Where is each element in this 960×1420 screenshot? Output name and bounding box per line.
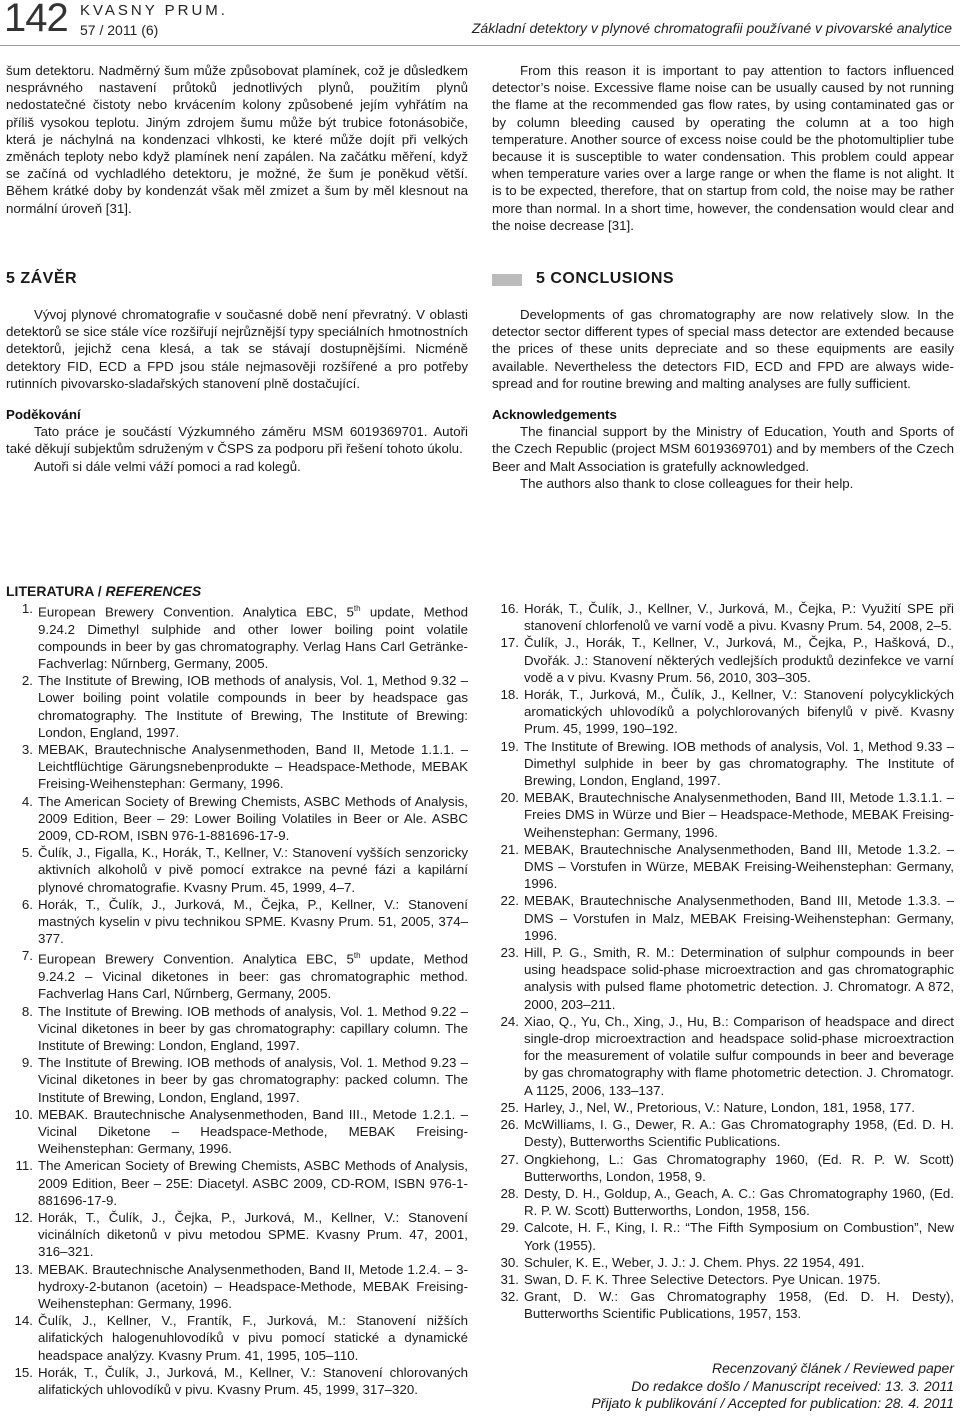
reference-text: Čulík, J., Figalla, K., Horák, T., Kellner, V.: Stanovení vyšších senzoricky aktivních alkoholů v pivě pomocí extrakce na pevné fázi a kapilární plynové chromatografie. Kvasny Prum. 45, 1999, 4–7.	[38, 845, 468, 895]
reference-text: MEBAK. Brautechnische Analysenmethoden, Band II, Metode 1.2.4. – 3-hydroxy-2-butanon (acetoin) – Headspace-Methode, MEBAK Freising-Weihenstephan: Germany, 1996.	[38, 1261, 468, 1311]
reference-number: 20.	[500, 790, 519, 806]
body-text-en	[492, 62, 954, 234]
reference-text: Harley, J., Nel, W., Pretorious, V.: Nature, London, 181, 1958, 177.	[524, 1099, 915, 1115]
page-number: 142	[4, 0, 68, 40]
reference-item	[6, 1312, 468, 1364]
reference-text: The Institute of Brewing, IOB methods of analysis, Vol. 1, Method 9.32 – Lower boiling point volatile compounds in beer by headspace gas chromatography. The Institute of Brewing, The Institute of Brewing: London, England, 1997.	[38, 673, 468, 740]
reference-text: Čulík, J., Kellner, V., Frantík, F., Jurková, M.: Stanovení nižších alifatických halogenuhlovodíků v pivu pomocí statické a dynamické headspace analýzy. Kvasny Prum. 41, 1995, 105–110.	[38, 1313, 468, 1363]
reference-number: 28.	[500, 1185, 519, 1201]
reference-text: Calcote, H. F., King, I. R.: “The Fifth Symposium on Combustion”, New York (1955).	[524, 1220, 954, 1253]
reference-text: The Institute of Brewing. IOB methods of analysis, Vol. 1. Method 9.22 – Vicinal diketones in beer by gas chromatography: capillary column. The Institute of Brewing: London, England, 1997.	[38, 1003, 468, 1053]
acknowledgement-heading-en: Acknowledgements	[492, 407, 617, 423]
reference-item	[6, 896, 468, 948]
reference-number: 24.	[500, 1013, 519, 1029]
reference-number: 25.	[500, 1099, 519, 1115]
reference-text: Desty, D. H., Goldup, A., Geach, A. C.: Gas Chromatography 1960, (Ed. R. P. W. Scott) Butterworths, London, 1958, 156.	[524, 1185, 954, 1219]
reference-number: 31.	[500, 1271, 519, 1287]
body-text-cz	[6, 62, 468, 217]
reference-number: 10.	[14, 1106, 33, 1122]
reference-text: The Institute of Brewing. IOB methods of analysis, Vol. 1, Method 9.33 – Dimethyl sulphide in beer by gas chromatography. The Institute of Brewing, London, England, 1997.	[524, 738, 954, 789]
reference-number: 29.	[500, 1220, 519, 1236]
reference-item	[6, 1003, 468, 1055]
reference-item	[6, 1209, 468, 1261]
reference-item	[6, 1106, 468, 1158]
reference-item	[6, 947, 468, 1002]
reference-text: European Brewery Convention. Analytica EBC, 5th update, Method 9.24.2 – Vicinal diketones in beer: gas chromatographic method. Fachverlag Hans Carl, Nűrnberg, Germany, 2005.	[38, 951, 469, 1002]
reference-item	[492, 789, 954, 841]
reference-item	[6, 741, 468, 793]
reference-text: MEBAK, Brautechnische Analysenmethoden, Band II, Metode 1.1.1. – Leichtflüchtige Gärungsnebenprodukte – Headspace-Methode, MEBAK Freising-Weihenstephan: Germany, 1996.	[38, 742, 468, 792]
paragraph-noise-cz: šum detektoru. Nadměrný šum může způsobovat plamínek, což je důsledkem nesprávného nastavení průtoků jednotlivých plynů, použitím plynů nedostatečné čistoty nebo krvácením kolony způsobené jejím vyhřátím na příliš vysokou teplotu. Jiným zdrojem šumu může být trubice fotonásobiče, která je náchylná na kondenzaci vlhkosti, ke které může dojít při velkých změnách teploty nebo když plamínek není zapálen. Na začátku měření, když se začíná od vychladlého detektoru, je možné, že šum je poněkud větší. Během krátké doby by kondenzát však měl zmizet a šum by měl klesnout na normální úroveň [31].	[6, 63, 468, 216]
reference-item	[492, 1185, 954, 1219]
reference-text: Swan, D. F. K. Three Selective Detectors. Pye Unican. 1975.	[524, 1271, 881, 1287]
reference-item	[492, 634, 954, 686]
reference-number: 8.	[21, 1003, 33, 1019]
acknowledgement-paragraph-en-2: The authors also thank to close colleagues for their help.	[520, 475, 854, 491]
reference-item	[492, 1151, 954, 1185]
reference-number: 22.	[500, 893, 519, 909]
reference-number: 11.	[15, 1158, 33, 1174]
references-heading-en: REFERENCES	[105, 583, 202, 599]
reference-item	[492, 600, 954, 634]
reference-number: 3.	[21, 742, 33, 758]
received-date: Do redakce došlo / Manuscript received: 13. 3. 2011	[631, 1377, 954, 1394]
reference-text: Schuler, K. E., Weber, J. J.: J. Chem. Phys. 22 1954, 491.	[524, 1254, 865, 1270]
reference-number: 16.	[500, 601, 519, 616]
section-heading-en: 5 CONCLUSIONS	[536, 270, 675, 287]
page-header	[0, 0, 960, 44]
reference-text: Grant, D. W.: Gas Chromatography 1958, (Ed. D. H. Desty), Butterworths Scientific Publications, 1957, 153.	[524, 1289, 954, 1322]
reference-text: McWilliams, I. G., Dewer, R. A.: Gas Chromatography 1958, (Ed. D. H. Desty), Butterworths Scientific Publications.	[524, 1117, 954, 1150]
reference-item	[6, 793, 468, 845]
reference-item	[492, 1219, 954, 1253]
review-footer	[591, 1360, 954, 1413]
reference-number: 5.	[21, 845, 33, 861]
reviewed-note: Recenzovaný článek / Reviewed paper	[711, 1360, 954, 1376]
header-rule	[0, 45, 960, 46]
reference-text: Horák, T., Čulík, J., Čejka, P., Jurková, M., Kellner, V.: Stanovení vicinálních diketonů v pivu metodou SPME. Kvasny Prum. 47, 2001, 316–321.	[38, 1209, 468, 1260]
references-list-left	[6, 600, 468, 1398]
reference-item	[492, 1099, 954, 1116]
reference-number: 17.	[500, 635, 519, 651]
reference-text: MEBAK, Brautechnische Analysenmethoden, Band III, Metode 1.3.1.1. – Freies DMS in Würze und Bier – Headspace-Methode, MEBAK Freising-Weihenstephan: Germany, 1996.	[524, 790, 954, 840]
reference-text: MEBAK, Brautechnische Analysenmethoden, Band III, Metode 1.3.2. – DMS – Vorstufen in Würze, MEBAK Freising-Weihenstephan: Germany, 1996.	[524, 841, 954, 892]
reference-number: 14.	[14, 1313, 33, 1329]
reference-text: MEBAK, Brautechnische Analysenmethoden, Band III, Metode 1.3.3. – DMS – Vorstufen in Malz, MEBAK Freising-Weihenstephan: Germany, 1996.	[524, 893, 954, 943]
reference-number: 9.	[21, 1055, 33, 1071]
reference-number: 12.	[14, 1209, 33, 1225]
reference-text: The American Society of Brewing Chemists, ASBC Methods of Analysis, 2009 Edition, Beer – 29: Lower Boiling Volatiles in Beer or Ale. ASBC 2009, CD-ROM, ISBN 976-1-881696-17-9.	[38, 793, 468, 844]
reference-text: The American Society of Brewing Chemists, ASBC Methods of Analysis, 2009 Edition, Beer – 25E: Diacetyl. ASBC 2009, CD-ROM, ISBN 976-1-881696-17-9.	[38, 1158, 468, 1208]
reference-number: 21.	[500, 841, 519, 857]
reference-item	[492, 1013, 954, 1099]
acknowledgement-heading-cz: Poděkování	[6, 407, 81, 423]
reference-number: 4.	[21, 793, 33, 809]
reference-number: 13.	[14, 1261, 33, 1277]
reference-number: 32.	[500, 1289, 519, 1305]
reference-number: 23.	[500, 945, 519, 961]
reference-text: Horák, T., Čulík, J., Kellner, V., Jurková, M., Čejka, P.: Využití SPE při stanovení chlorfenolů ve varní vodě a pivu. Kvasny Prum. 54, 2008, 2–5.	[524, 601, 954, 634]
paragraph-noise-en: From this reason it is important to pay attention to factors influenced detector’s noise. Excessive flame noise can be usually caused by not running the flame at the recommended gas flow rates, by using contaminated gas or by column bleeding caused by operating the column at a too high temperature. Another source of excess noise could be the photomultiplier tube because it is susceptible to water condensation. This problem could appear when temperature varies over a large range or when the flame is not alight. It is to be expected, therefore, that on startup from cold, the noise may be rather more than normal. In a short time, however, the condensation would clear and the noise decrease [31].	[492, 63, 954, 233]
section-marker	[492, 274, 522, 286]
conclusion-paragraph-cz: Vývoj plynové chromatografie v současné době není převratný. V oblasti detektorů se sice stále více rozšiřují nejrůznější typy speciálních hmotnostních detektorů, jejichž cena klesá, a tak se stávají dostupnějšími. Nicméně detektory FID, ECD a FPD jsou stále nejmasověji rozšířené a pro potřeby rutinních pivovarsko-sladařských stanovení plně dostačující.	[6, 307, 468, 391]
reference-item	[492, 1116, 954, 1150]
reference-number: 27.	[500, 1151, 519, 1167]
reference-text: The Institute of Brewing. IOB methods of analysis, Vol. 1. Method 9.23 – Vicinal diketones in beer by gas chromatography: packed column. The Institute of Brewing, London, England, 1997.	[38, 1055, 468, 1105]
reference-item	[6, 1261, 468, 1313]
reference-item	[492, 1271, 954, 1288]
reference-text: Horák, T., Jurková, M., Čulík, J., Kellner, V.: Stanovení polycyklických aromatických uhlovodíků a polychlorovaných bifenylů v pivě. Kvasny Prum. 45, 1999, 190–192.	[524, 687, 954, 737]
acknowledgement-paragraph-cz-1: Tato práce je součástí Výzkumného záměru MSM 6019369701. Autoři také děkují subjektům sdruženým v ČSPS za podporu při řešení tohoto úkolu.	[6, 424, 468, 457]
reference-item	[492, 841, 954, 893]
reference-item	[6, 1157, 468, 1209]
reference-number: 15.	[14, 1364, 33, 1380]
reference-item	[492, 1288, 954, 1322]
reference-text: Xiao, Q., Yu, Ch., Xing, J., Hu, B.: Comparison of headspace and direct single-drop microextraction and headspace solid-phase microextraction for the measurement of volatile sulfur compounds in beer and beverage by gas chromatography with flame photometric detection. J. Chromatogr. A 1125, 2006, 133–137.	[524, 1013, 954, 1098]
section-heading-cz: 5 ZÁVĚR	[6, 270, 78, 287]
reference-item	[6, 600, 468, 672]
reference-text: Horák, T., Čulík, J., Jurková, M., Čejka, P., Kellner, V.: Stanovení mastných kyselin v pivu technikou SPME. Kvasny Prum. 51, 2005, 374–377.	[38, 896, 468, 947]
conclusion-en	[492, 306, 954, 492]
reference-number: 26.	[500, 1117, 519, 1133]
reference-item	[492, 1254, 954, 1271]
reference-item	[6, 1054, 468, 1106]
acknowledgement-paragraph-en-1: The financial support by the Ministry of Education, Youth and Sports of the Czech Republic (project MSM 6019369701) and by members of the Czech Beer and Malt Association is gratefully acknowledged.	[492, 424, 954, 474]
reference-number: 1.	[21, 601, 33, 616]
reference-item	[492, 738, 954, 790]
reference-item	[6, 672, 468, 741]
reference-number: 19.	[500, 738, 519, 754]
references-list-right	[492, 600, 954, 1323]
reference-text: Hill, P. G., Smith, R. M.: Determination of sulphur compounds in beer using headspace solid-phase microextraction and gas chromatographic analysis with pulsed flame photometric detection. J. Chromatogr. A 872, 2000, 203–211.	[524, 945, 954, 1012]
article-title: Základní detektory v plynové chromatografii používané v pivovarské analytice	[471, 20, 952, 36]
reference-item	[6, 844, 468, 896]
reference-item	[492, 944, 954, 1013]
reference-number: 6.	[21, 896, 33, 912]
reference-item	[492, 686, 954, 738]
reference-number: 30.	[500, 1254, 519, 1270]
reference-number: 2.	[21, 673, 33, 689]
issue-info: 57 / 2011 (6)	[80, 22, 159, 38]
reference-text: European Brewery Convention. Analytica EBC, 5th update, Method 9.24.2 Dimethyl sulphide and other lower boiling point volatile compounds in beer by gas chromatography. Verlag Hans Carl Getränke-Fachverlag: Nűrnberg, Germany, 2005.	[38, 604, 469, 672]
references-heading-cz: LITERATURA /	[6, 583, 106, 599]
reference-text: Horák, T., Čulík, J., Jurková, M., Kellner, V.: Stanovení chlorovaných alifatických uhlovodíků v pivu. Kvasny Prum. 45, 1999, 317–320.	[38, 1364, 468, 1397]
reference-number: 7.	[21, 948, 33, 964]
references-heading	[6, 583, 201, 599]
conclusion-paragraph-en: Developments of gas chromatography are now relatively slow. In the detector sector different types of special mass detector are extended because the prices of these units depreciate and so these equipments are easily available. Nevertheless the detectors FID, ECD and FPD are always wide-spread and for routine brewing and malting analyses are fully sufficient.	[492, 307, 954, 391]
reference-text: Čulík, J., Horák, T., Kellner, V., Jurková, M., Čejka, P., Hašková, D., Dvořák. J.: Stanovení některých vedlejších produktů dezinfekce ve varní vodě a v pivu. Kvasny Prum. 56, 2010, 303–305.	[524, 635, 954, 685]
reference-text: Ongkiehong, L.: Gas Chromatography 1960, (Ed. R. P. W. Scott) Butterworths, London, 1958, 9.	[524, 1151, 954, 1184]
reference-number: 18.	[500, 687, 519, 703]
reference-item	[6, 1364, 468, 1398]
reference-text: MEBAK. Brautechnische Analysenmethoden, Band III., Metode 1.2.1. – Vicinal Diketone – Headspace-Methode, MEBAK Freising-Weihenstephan: Germany, 1996.	[38, 1106, 468, 1157]
acknowledgement-paragraph-cz-2: Autoři si dále velmi váží pomoci a rad kolegů.	[34, 458, 301, 474]
accepted-date: Přijato k publikování / Accepted for publication: 28. 4. 2011	[591, 1395, 954, 1411]
journal-name: KVASNY PRUM.	[80, 2, 228, 19]
reference-item	[492, 892, 954, 944]
conclusion-cz	[6, 306, 468, 475]
